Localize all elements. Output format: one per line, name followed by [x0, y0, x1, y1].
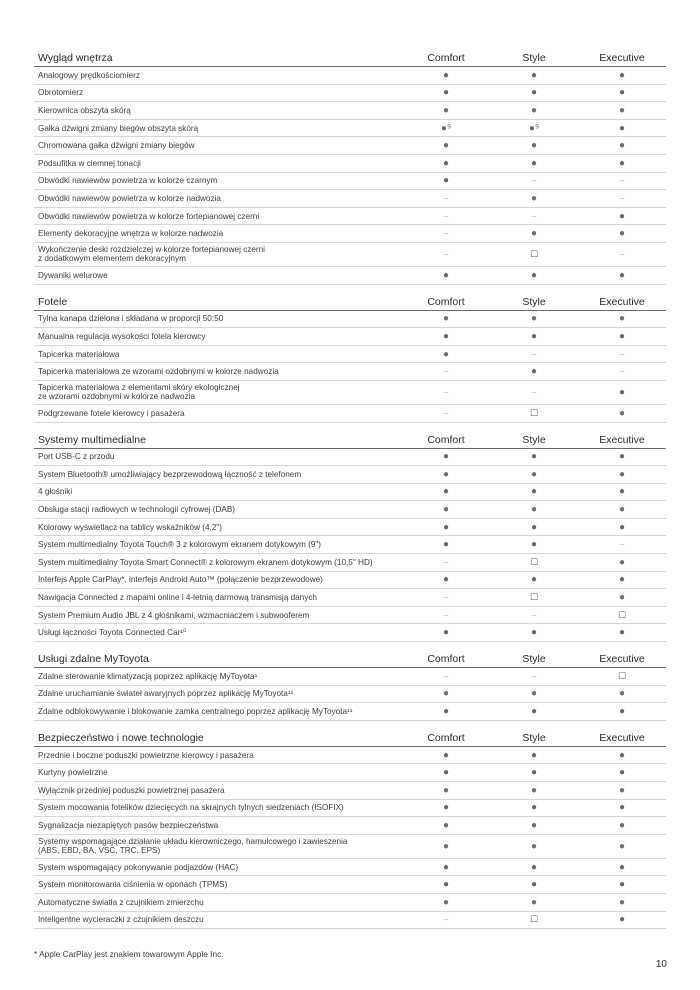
standard-dot-icon: ●: [530, 749, 538, 761]
standard-dot-icon: ●: [442, 521, 450, 533]
feature-label: System wspomagający pokonywanie podjazdów (HAC): [38, 862, 239, 872]
standard-dot-icon: ●: [530, 366, 538, 378]
footnote: * Apple CarPlay jest znakiem towarowym Apple Inc.: [34, 949, 224, 959]
standard-dot-icon: ●: [530, 157, 538, 169]
section-header: [34, 432, 666, 449]
table-row: [34, 405, 666, 423]
table-row: [34, 668, 666, 686]
feature-label: Obsługa stacji radiowych w technologii cyfrowej (DAB): [38, 505, 236, 515]
not-available-dash: –: [619, 349, 625, 359]
feature-label: Tapicerka materiałowa z elementami skóry ekologicznej ze wzorami ozdobnymi w kolorze nadwozia: [38, 383, 240, 402]
column-header: Style: [522, 295, 546, 308]
standard-dot-icon: ●: [530, 269, 538, 281]
section-header: [34, 50, 666, 67]
not-available-dash: –: [531, 610, 537, 620]
section-title: Wygląd wnętrza: [38, 52, 113, 64]
table-row: [34, 484, 666, 502]
standard-dot-icon: ●: [618, 486, 626, 498]
column-header: Executive: [599, 731, 645, 744]
feature-label: Gałka dźwigni zmiany biegów obszyta skórą: [38, 123, 199, 133]
standard-dot-icon: ●: [618, 706, 626, 718]
table-row: [34, 137, 666, 155]
standard-dot-icon: ●: [530, 688, 538, 700]
spec-section: [34, 50, 666, 285]
section-title: Fotele: [38, 295, 68, 308]
feature-label: 4 głośniki: [38, 487, 73, 497]
column-header: Executive: [599, 433, 645, 446]
option-box-icon: ☐: [529, 914, 539, 925]
feature-label: Wykończenie deski rozdzielczej w kolorze fortepianowej czerni z dodatkowym elementem dekoracyjnym: [38, 245, 265, 264]
standard-dot-icon: ●: [618, 210, 626, 222]
standard-dot-icon: ●: [618, 521, 626, 533]
feature-label: Zdalne uruchamianie świateł awaryjnych poprzez aplikację MyToyota¹¹: [38, 689, 294, 699]
feature-label: Tapicerka materiałowa ze wzorami ozdobnymi w kolorze nadwozia: [38, 367, 279, 377]
feature-label: Interfejs Apple CarPlay*, interfejs Android Auto™ (połączenie bezprzewodowe): [38, 575, 323, 585]
standard-dot-icon: ●: [618, 386, 626, 398]
not-available-dash: –: [443, 229, 449, 239]
standard-dot-icon: ●: [442, 269, 450, 281]
feature-label: Nawigacja Connected z mapami online i 4-letnią darmową transmisją danych: [38, 593, 317, 603]
standard-dot-icon: ●: [530, 504, 538, 516]
table-row: [34, 208, 666, 226]
table-row: [34, 876, 666, 894]
standard-dot-icon: ●: [618, 688, 626, 700]
feature-label: Systemy wspomagające działanie układu kierowniczego, hamulcowego i zawieszenia (ABS, EBD, BA, VSC, TRC, EPS): [38, 837, 348, 856]
not-available-dash: –: [443, 387, 449, 397]
column-header: Comfort: [427, 295, 465, 308]
feature-label: Sygnalizacja niezapiętych pasów bezpieczeństwa: [38, 820, 219, 830]
standard-dot-icon: ●: [618, 556, 626, 568]
standard-dot-icon: ●: [442, 767, 450, 779]
standard-dot-icon: ●: [618, 749, 626, 761]
standard-dot-icon: ●: [618, 574, 626, 586]
feature-label: Chromowana gałka dźwigni zmiany biegów: [38, 141, 195, 151]
not-available-dash: –: [443, 593, 449, 603]
standard-dot-icon: ●: [530, 87, 538, 99]
table-row: [34, 782, 666, 800]
section-header: [34, 651, 666, 668]
feature-label: Analogowy prędkościomierz: [38, 70, 140, 80]
table-row: [34, 449, 666, 467]
standard-dot-icon: ●: [530, 539, 538, 551]
not-available-dash: –: [443, 367, 449, 377]
standard-dot-icon: ●: [618, 784, 626, 796]
not-available-dash: –: [619, 367, 625, 377]
table-row: [34, 859, 666, 877]
standard-dot-icon: ●: [442, 87, 450, 99]
column-header: Style: [522, 52, 546, 64]
not-available-dash: –: [531, 387, 537, 397]
standard-dot-icon: ●: [618, 104, 626, 116]
standard-dot-icon: ●: [442, 468, 450, 480]
not-available-dash: –: [443, 193, 449, 203]
standard-dot-icon: ●: [618, 228, 626, 240]
standard-dot-icon: ●: [442, 486, 450, 498]
table-row: [34, 363, 666, 381]
column-header: Comfort: [427, 653, 465, 666]
feature-label: Obwódki nawiewów powietrza w kolorze czarnym: [38, 176, 218, 186]
table-row: [34, 572, 666, 590]
not-available-dash: –: [619, 193, 625, 203]
table-row: [34, 67, 666, 85]
standard-dot-icon: ●: [442, 175, 450, 187]
standard-dot-icon: ●: [442, 784, 450, 796]
feature-label: Obrotomierz: [38, 88, 84, 98]
standard-dot-icon: ●: [618, 896, 626, 908]
standard-dot-icon: ●: [442, 688, 450, 700]
standard-dot-icon: ●: [530, 840, 538, 852]
feature-label: Manualna regulacja wysokości fotela kierowcy: [38, 331, 206, 341]
table-row: [34, 589, 666, 607]
option-box-icon: ☐: [529, 556, 539, 567]
standard-dot-icon: ●: [618, 504, 626, 516]
feature-label: System monitorowania ciśnienia w oponach (TPMS): [38, 880, 228, 890]
column-header: Style: [522, 653, 546, 666]
spec-section: [34, 294, 666, 423]
standard-dot-icon: ●: [530, 192, 538, 204]
feature-label: System multimedialny Toyota Touch® 3 z kolorowym ekranem dotykowym (9"): [38, 540, 322, 550]
standard-dot-icon: ●: [530, 521, 538, 533]
standard-dot-icon: ●: [618, 840, 626, 852]
feature-label: Usługi łączności Toyota Connected Car¹⁰: [38, 628, 187, 638]
spec-tables: [34, 50, 666, 938]
standard-dot-icon: ●: [530, 313, 538, 325]
table-row: [34, 835, 666, 859]
table-row: [34, 501, 666, 519]
table-row: [34, 800, 666, 818]
feature-label: Port USB-C z przodu: [38, 452, 115, 462]
not-available-dash: –: [443, 249, 449, 259]
feature-label: System Bluetooth® umożliwiający bezprzewodową łączność z telefonem: [38, 469, 302, 479]
table-row: [34, 624, 666, 642]
standard-dot-icon: ●: [618, 140, 626, 152]
standard-dot-icon: ●: [530, 486, 538, 498]
column-header: Executive: [599, 653, 645, 666]
standard-dot-icon: ●: [442, 627, 450, 639]
feature-label: Przednie i boczne poduszki powietrzne kierowcy i pasażera: [38, 750, 254, 760]
not-available-dash: –: [443, 610, 449, 620]
standard-dot-icon: ●: [442, 802, 450, 814]
standard-dot-icon: ●: [442, 313, 450, 325]
table-row: [34, 686, 666, 704]
feature-label: Dywaniki welurowe: [38, 270, 108, 280]
standard-dot-icon: ●: [618, 330, 626, 342]
standard-dot-icon: ●: [618, 802, 626, 814]
standard-dot-icon: ●: [618, 313, 626, 325]
standard-dot-icon: ●: [442, 539, 450, 551]
table-row: [34, 243, 666, 267]
standard-dot-icon: ●: [442, 157, 450, 169]
not-available-dash: –: [531, 176, 537, 186]
feature-label: Podsufitka w ciemnej tonacji: [38, 158, 141, 168]
standard-dot-icon: ●: [618, 879, 626, 891]
feature-label: Elementy dekoracyjne wnętrza w kolorze nadwozia: [38, 229, 224, 239]
table-row: [34, 817, 666, 835]
standard-dot-icon: ●: [442, 819, 450, 831]
feature-label: Kolorowy wyświetlacz na tablicy wskaźników (4,2"): [38, 522, 223, 532]
section-header: [34, 294, 666, 311]
spec-section: [34, 730, 666, 929]
table-row: [34, 120, 666, 138]
standard-dot-icon: ●: [442, 451, 450, 463]
column-header: Comfort: [427, 433, 465, 446]
not-available-dash: –: [619, 540, 625, 550]
standard-dot-icon: ●: [618, 767, 626, 779]
table-row: [34, 190, 666, 208]
option-box-icon: ☐: [529, 248, 539, 259]
feature-label: Obwódki nawiewów powietrza w kolorze nadwozia: [38, 193, 221, 203]
standard-dot-icon: ●: [618, 122, 626, 134]
feature-label: Kurtyny powietrzne: [38, 768, 108, 778]
table-row: [34, 519, 666, 537]
feature-label: System multimedialny Toyota Smart Connect® z kolorowym ekranem dotykowym (10,5" HD): [38, 557, 373, 567]
standard-dot-icon: ●: [618, 627, 626, 639]
feature-label: Tylna kanapa dzielona i składana w proporcji 50:50: [38, 314, 224, 324]
standard-dot-icon: ●: [442, 879, 450, 891]
table-row: [34, 328, 666, 346]
table-row: [34, 225, 666, 243]
standard-dot-icon: ●: [442, 749, 450, 761]
table-row: [34, 912, 666, 930]
not-available-dash: –: [443, 915, 449, 925]
standard-dot-icon: ●: [530, 69, 538, 81]
standard-dot-icon: ●: [618, 407, 626, 419]
standard-dot-icon: ●: [530, 767, 538, 779]
standard-dot-icon: ●⁹: [528, 122, 540, 134]
table-row: [34, 173, 666, 191]
not-available-dash: –: [443, 557, 449, 567]
table-row: [34, 155, 666, 173]
standard-dot-icon: ●: [618, 269, 626, 281]
option-box-icon: ☐: [529, 407, 539, 418]
standard-dot-icon: ●: [618, 87, 626, 99]
standard-dot-icon: ●: [530, 330, 538, 342]
column-header: Executive: [599, 295, 645, 308]
section-title: Systemy multimedialne: [38, 433, 146, 446]
feature-label: Tapicerka materiałowa: [38, 349, 120, 359]
table-row: [34, 747, 666, 765]
not-available-dash: –: [531, 671, 537, 681]
feature-label: Wyłącznik przedniej poduszki powietrznej pasażera: [38, 785, 225, 795]
standard-dot-icon: ●: [618, 468, 626, 480]
standard-dot-icon: ●: [618, 861, 626, 873]
table-row: [34, 894, 666, 912]
spec-section: [34, 432, 666, 643]
standard-dot-icon: ●: [618, 451, 626, 463]
option-box-icon: ☐: [617, 609, 627, 620]
standard-dot-icon: ●: [442, 140, 450, 152]
feature-label: Kierownica obszyta skórą: [38, 105, 131, 115]
standard-dot-icon: ●: [530, 879, 538, 891]
standard-dot-icon: ●: [530, 819, 538, 831]
feature-label: Automatyczne światła z czujnikiem zmierzchu: [38, 897, 204, 907]
standard-dot-icon: ●: [530, 802, 538, 814]
standard-dot-icon: ●⁹: [440, 122, 452, 134]
standard-dot-icon: ●: [618, 592, 626, 604]
standard-dot-icon: ●: [530, 784, 538, 796]
standard-dot-icon: ●: [618, 819, 626, 831]
feature-label: Podgrzewane fotele kierowcy i pasażera: [38, 408, 185, 418]
standard-dot-icon: ●: [442, 104, 450, 116]
standard-dot-icon: ●: [442, 840, 450, 852]
not-available-dash: –: [619, 249, 625, 259]
option-box-icon: ☐: [529, 592, 539, 603]
table-row: [34, 607, 666, 625]
not-available-dash: –: [443, 408, 449, 418]
column-header: Style: [522, 731, 546, 744]
not-available-dash: –: [531, 211, 537, 221]
column-header: Comfort: [427, 731, 465, 744]
section-header: [34, 730, 666, 747]
section-title: Usługi zdalne MyToyota: [38, 653, 149, 666]
table-row: [34, 466, 666, 484]
standard-dot-icon: ●: [442, 504, 450, 516]
feature-label: System mocowania fotelików dziecięcych na skrajnych tylnych siedzeniach (ISOFIX): [38, 803, 344, 813]
column-header: Style: [522, 433, 546, 446]
standard-dot-icon: ●: [442, 348, 450, 360]
table-row: [34, 554, 666, 572]
feature-label: Zdalne odblokowywanie i blokowanie zamka centralnego poprzez aplikację MyToyota¹¹: [38, 707, 353, 717]
standard-dot-icon: ●: [618, 69, 626, 81]
feature-label: Obwódki nawiewów powietrza w kolorze fortepianowej czerni: [38, 211, 260, 221]
feature-label: System Premium Audio JBL z 4 głośnikami, wzmacniaczem i subwooferem: [38, 610, 310, 620]
page-number: 10: [655, 959, 667, 970]
feature-label: Zdalne sterowanie klimatyzacją poprzez aplikację MyToyota¹: [38, 671, 258, 681]
standard-dot-icon: ●: [530, 228, 538, 240]
standard-dot-icon: ●: [530, 104, 538, 116]
not-available-dash: –: [619, 176, 625, 186]
standard-dot-icon: ●: [530, 706, 538, 718]
table-row: [34, 267, 666, 285]
standard-dot-icon: ●: [530, 468, 538, 480]
section-title: Bezpieczeństwo i nowe technologie: [38, 731, 204, 744]
standard-dot-icon: ●: [442, 706, 450, 718]
option-box-icon: ☐: [617, 670, 627, 681]
standard-dot-icon: ●: [442, 861, 450, 873]
standard-dot-icon: ●: [442, 896, 450, 908]
column-header: Executive: [599, 52, 645, 64]
standard-dot-icon: ●: [442, 574, 450, 586]
standard-dot-icon: ●: [442, 330, 450, 342]
table-row: [34, 764, 666, 782]
table-row: [34, 85, 666, 103]
standard-dot-icon: ●: [530, 574, 538, 586]
standard-dot-icon: ●: [530, 861, 538, 873]
table-row: [34, 536, 666, 554]
not-available-dash: –: [531, 349, 537, 359]
table-row: [34, 381, 666, 405]
column-header: Comfort: [427, 52, 465, 64]
not-available-dash: –: [443, 671, 449, 681]
standard-dot-icon: ●: [530, 627, 538, 639]
standard-dot-icon: ●: [530, 451, 538, 463]
not-available-dash: –: [443, 211, 449, 221]
table-row: [34, 311, 666, 329]
standard-dot-icon: ●: [530, 140, 538, 152]
table-row: [34, 102, 666, 120]
table-row: [34, 703, 666, 721]
spec-section: [34, 651, 666, 721]
standard-dot-icon: ●: [442, 69, 450, 81]
feature-label: Inteligentne wycieraczki z czujnikiem deszczu: [38, 915, 204, 925]
table-row: [34, 346, 666, 364]
standard-dot-icon: ●: [618, 157, 626, 169]
standard-dot-icon: ●: [618, 914, 626, 926]
standard-dot-icon: ●: [530, 896, 538, 908]
